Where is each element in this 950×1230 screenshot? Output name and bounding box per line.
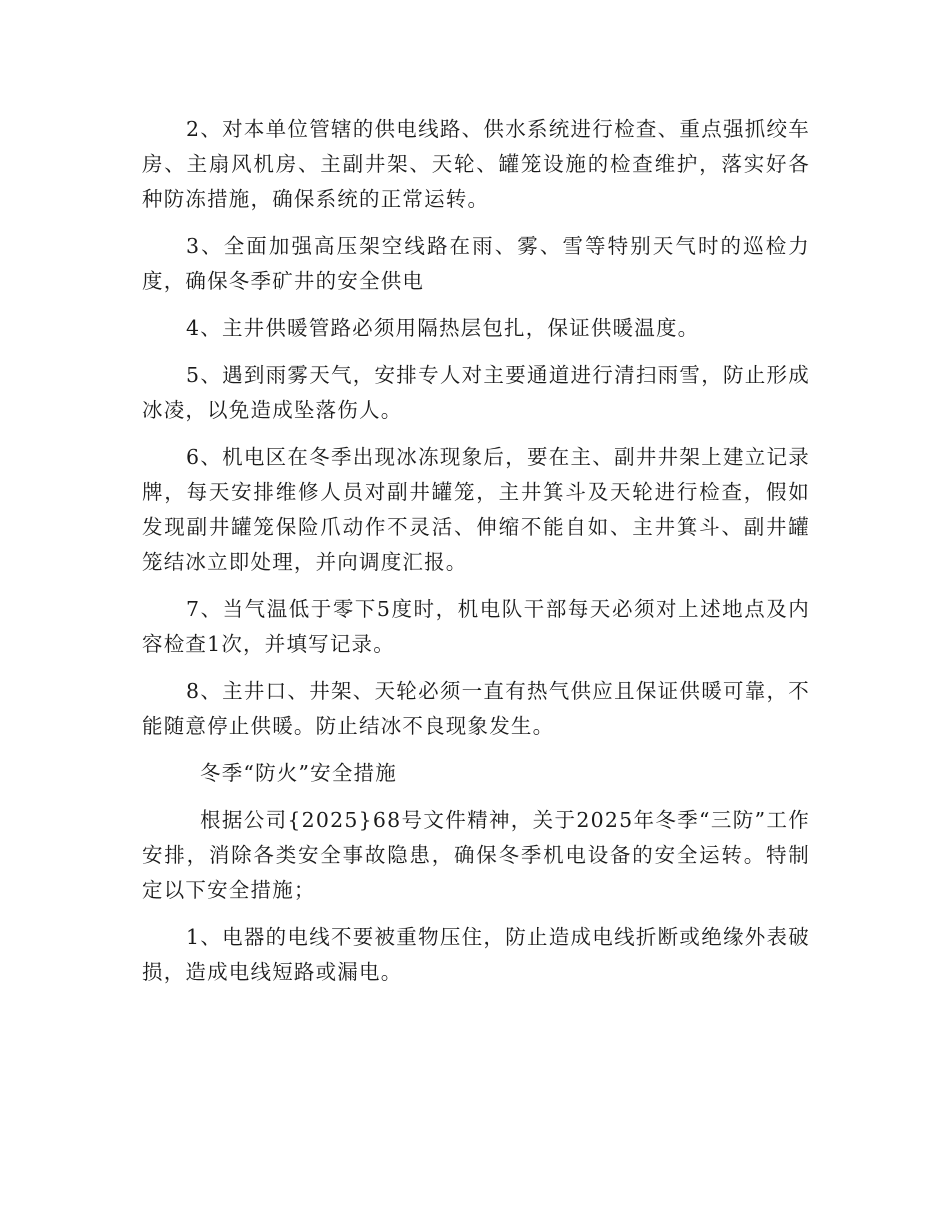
document-body [142, 112, 810, 1002]
section-heading: 冬季“防火”安全措施 [200, 761, 397, 785]
paragraph-item-3: 3、全面加强高压架空线路在雨、雾、雪等特别天气时的巡检力度，确保冬季矿井的安全供电 [142, 234, 810, 293]
paragraph-item-2: 2、对本单位管辖的供电线路、供水系统进行检查、重点强抓绞车房、主扇风机房、主副井架、天轮、罐笼设施的检查维护，落实好各种防冻措施，确保系统的正常运转。 [142, 117, 810, 211]
section-intro: 根据公司{2025}68号文件精神，关于2025年冬季“三防”工作安排，消除各类安全事故隐患，确保冬季机电设备的安全运转。特制定以下安全措施； [142, 808, 810, 902]
paragraph-item-5: 5、遇到雨雾天气，安排专人对主要通道进行清扫雨雪，防止形成冰凌，以免造成坠落伤人。 [142, 363, 810, 422]
paragraph-item-7: 7、当气温低于零下5度时，机电队干部每天必须对上述地点及内容检查1次，并填写记录。 [142, 597, 810, 656]
paragraph-item-4: 4、主井供暖管路必须用隔热层包扎，保证供暖温度。 [186, 316, 700, 340]
paragraph-item-8: 8、主井口、井架、天轮必须一直有热气供应且保证供暖可靠，不能随意停止供暖。防止结冰不良现象发生。 [142, 679, 810, 738]
fire-item-1: 1、电器的电线不要被重物压住，防止造成电线折断或绝缘外表破损，造成电线短路或漏电。 [142, 925, 810, 984]
paragraph-item-6: 6、机电区在冬季出现冰冻现象后，要在主、副井井架上建立记录牌，每天安排维修人员对副井罐笼，主井箕斗及天轮进行检查，假如发现副井罐笼保险爪动作不灵活、伸缩不能自如、主井箕斗、副井罐笼结冰立即处理，并向调度汇报。 [142, 445, 810, 574]
